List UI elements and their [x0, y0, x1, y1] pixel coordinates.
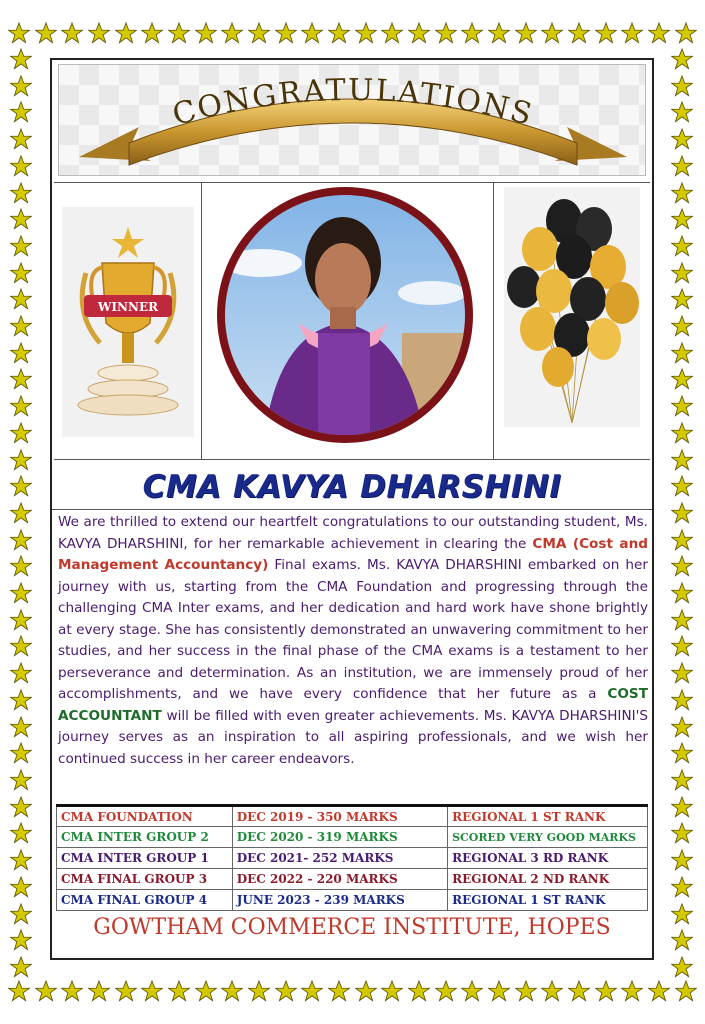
- star-icon: [301, 980, 323, 1002]
- star-icon: [275, 22, 297, 44]
- star-icon: [8, 980, 30, 1002]
- star-icon: [355, 980, 377, 1002]
- star-icon: [10, 48, 32, 70]
- star-icon: [10, 208, 32, 230]
- star-icon: [10, 555, 32, 577]
- star-icon: [10, 342, 32, 364]
- star-icon: [355, 22, 377, 44]
- session-cell: DEC 2021- 252 MARKS: [232, 848, 447, 869]
- star-icon: [10, 876, 32, 898]
- star-icon: [328, 980, 350, 1002]
- star-icon: [671, 475, 693, 497]
- results-table: [56, 804, 648, 911]
- certificate-frame: [50, 58, 654, 960]
- star-icon: [141, 22, 163, 44]
- star-icon: [671, 315, 693, 337]
- star-icon: [10, 689, 32, 711]
- star-icon: [435, 980, 457, 1002]
- star-icon: [515, 980, 537, 1002]
- star-icon: [671, 662, 693, 684]
- institute-name: GOWTHAM COMMERCE INSTITUTE, HOPES: [93, 915, 611, 940]
- star-icon: [671, 929, 693, 951]
- star-icon: [10, 502, 32, 524]
- star-icon: [461, 980, 483, 1002]
- star-icon: [10, 182, 32, 204]
- student-name: CMA KAVYA DHARSHINI: [52, 464, 652, 510]
- star-icon: [10, 822, 32, 844]
- student-photo: [202, 183, 494, 459]
- star-icon: [10, 742, 32, 764]
- table-row: [57, 869, 648, 890]
- star-icon: [671, 529, 693, 551]
- session-cell: DEC 2022 - 220 MARKS: [232, 869, 447, 890]
- star-icon: [8, 22, 30, 44]
- star-icon: [671, 716, 693, 738]
- star-icon: [10, 288, 32, 310]
- star-icon: [168, 22, 190, 44]
- message-part-3: will be filled with even greater achievements. Ms. KAVYA DHARSHINI'S journey serves as an inspiration to all aspiring professionals, and we wish her continued success in her career endeavors.: [58, 707, 648, 767]
- star-icon: [671, 368, 693, 390]
- session-cell: JUNE 2023 - 239 MARKS: [232, 890, 447, 911]
- star-icon: [381, 22, 403, 44]
- star-icon: [568, 22, 590, 44]
- session-cell: DEC 2020 - 319 MARKS: [232, 827, 447, 848]
- trophy-label: WINNER: [97, 300, 159, 314]
- rank-cell: REGIONAL 1 ST RANK: [448, 890, 648, 911]
- star-icon: [671, 48, 693, 70]
- star-icon: [568, 980, 590, 1002]
- star-icon: [10, 903, 32, 925]
- rank-cell: SCORED VERY GOOD MARKS: [448, 827, 648, 848]
- star-icon: [671, 609, 693, 631]
- table-row: [57, 806, 648, 827]
- star-icon: [671, 235, 693, 257]
- exam-cell: CMA FINAL GROUP 4: [57, 890, 233, 911]
- star-icon: [675, 980, 697, 1002]
- star-icon: [435, 22, 457, 44]
- rank-cell: REGIONAL 2 ND RANK: [448, 869, 648, 890]
- star-icon: [488, 980, 510, 1002]
- exam-cell: CMA FOUNDATION: [57, 806, 233, 827]
- star-icon: [671, 742, 693, 764]
- star-icon: [10, 716, 32, 738]
- star-icon: [248, 980, 270, 1002]
- star-icon: [10, 475, 32, 497]
- star-icon: [275, 980, 297, 1002]
- star-icon: [671, 75, 693, 97]
- star-icon: [515, 22, 537, 44]
- balloons-icon: [494, 183, 650, 459]
- star-icon: [595, 22, 617, 44]
- star-icon: [671, 822, 693, 844]
- star-icon: [671, 876, 693, 898]
- star-icon: [621, 980, 643, 1002]
- star-icon: [671, 395, 693, 417]
- star-icon: [88, 22, 110, 44]
- star-icon: [10, 101, 32, 123]
- trophy-panel: [54, 183, 202, 459]
- star-icon: [671, 689, 693, 711]
- star-border-right: [671, 48, 695, 978]
- star-icon: [541, 980, 563, 1002]
- star-icon: [671, 903, 693, 925]
- table-row: [57, 890, 648, 911]
- image-row: [54, 182, 650, 460]
- star-icon: [671, 128, 693, 150]
- balloons-panel: [494, 183, 650, 459]
- star-icon: [671, 796, 693, 818]
- star-border-top: [8, 22, 697, 46]
- congratulations-message: [58, 512, 648, 798]
- star-icon: [115, 22, 137, 44]
- star-icon: [10, 769, 32, 791]
- star-icon: [488, 22, 510, 44]
- table-row: [57, 827, 648, 848]
- star-icon: [10, 315, 32, 337]
- star-icon: [195, 980, 217, 1002]
- star-icon: [10, 929, 32, 951]
- star-border-left: [10, 48, 34, 978]
- star-icon: [10, 849, 32, 871]
- star-icon: [461, 22, 483, 44]
- star-icon: [671, 182, 693, 204]
- star-icon: [10, 368, 32, 390]
- star-icon: [621, 22, 643, 44]
- star-icon: [671, 208, 693, 230]
- star-icon: [221, 980, 243, 1002]
- star-icon: [195, 22, 217, 44]
- star-icon: [10, 75, 32, 97]
- exam-cell: CMA INTER GROUP 2: [57, 827, 233, 848]
- star-icon: [10, 422, 32, 444]
- star-icon: [141, 980, 163, 1002]
- star-icon: [671, 288, 693, 310]
- banner-text: CONGRATULATIONS: [168, 72, 538, 133]
- table-row: [57, 848, 648, 869]
- star-icon: [671, 422, 693, 444]
- star-icon: [408, 22, 430, 44]
- star-icon: [10, 395, 32, 417]
- star-icon: [10, 796, 32, 818]
- ribbon-graphic: [59, 65, 647, 177]
- star-icon: [10, 635, 32, 657]
- star-icon: [10, 956, 32, 978]
- star-icon: [671, 635, 693, 657]
- star-icon: [675, 22, 697, 44]
- exam-cell: CMA INTER GROUP 1: [57, 848, 233, 869]
- star-icon: [168, 980, 190, 1002]
- star-icon: [328, 22, 350, 44]
- star-icon: [10, 662, 32, 684]
- star-icon: [301, 22, 323, 44]
- role-title: COST ACCOUNTANT: [58, 686, 648, 724]
- star-icon: [115, 980, 137, 1002]
- exam-cell: CMA FINAL GROUP 3: [57, 869, 233, 890]
- star-icon: [408, 980, 430, 1002]
- star-icon: [35, 22, 57, 44]
- congratulations-banner: [58, 64, 646, 176]
- star-icon: [10, 155, 32, 177]
- star-icon: [671, 555, 693, 577]
- rank-cell: REGIONAL 1 ST RANK: [448, 806, 648, 827]
- star-icon: [671, 769, 693, 791]
- session-cell: DEC 2019 - 350 MARKS: [232, 806, 447, 827]
- message-part-2: Final exams. Ms. KAVYA DHARSHINI embarked on her journey with us, starting from the CMA Foundation and progressing through the challenging CMA Inter exams, and her dedication and hard work have shone brightly at every stage. She has consistently demonstrated an unwavering commitment to her studies, and her success in the final phase of the CMA exams is a testament to her perseverance and determination. As an institution, we are immensely proud of her accomplishments, and we have every confidence that her future as a: [58, 557, 648, 702]
- rank-cell: REGIONAL 3 RD RANK: [448, 848, 648, 869]
- star-icon: [541, 22, 563, 44]
- star-icon: [61, 980, 83, 1002]
- star-icon: [10, 609, 32, 631]
- star-icon: [381, 980, 403, 1002]
- star-icon: [88, 980, 110, 1002]
- trophy-icon: [54, 183, 202, 459]
- star-icon: [221, 22, 243, 44]
- star-icon: [248, 22, 270, 44]
- student-photo-panel: [202, 183, 494, 459]
- star-icon: [35, 980, 57, 1002]
- star-icon: [671, 449, 693, 471]
- star-border-bottom: [8, 980, 697, 1004]
- star-icon: [648, 22, 670, 44]
- star-icon: [10, 582, 32, 604]
- star-icon: [595, 980, 617, 1002]
- star-icon: [671, 582, 693, 604]
- course-name: CMA (Cost and Management Accountancy): [58, 535, 648, 573]
- star-icon: [671, 849, 693, 871]
- message-part-1: We are thrilled to extend our heartfelt congratulations to our outstanding student, Ms. KAVYA DHARSHINI, for her remarkable achievement in clearing the: [58, 514, 648, 552]
- star-icon: [671, 262, 693, 284]
- star-icon: [671, 956, 693, 978]
- star-icon: [671, 155, 693, 177]
- star-icon: [10, 235, 32, 257]
- star-icon: [10, 529, 32, 551]
- star-icon: [10, 262, 32, 284]
- star-icon: [671, 502, 693, 524]
- star-icon: [61, 22, 83, 44]
- star-icon: [671, 342, 693, 364]
- star-icon: [10, 128, 32, 150]
- star-icon: [671, 101, 693, 123]
- star-icon: [648, 980, 670, 1002]
- star-icon: [10, 449, 32, 471]
